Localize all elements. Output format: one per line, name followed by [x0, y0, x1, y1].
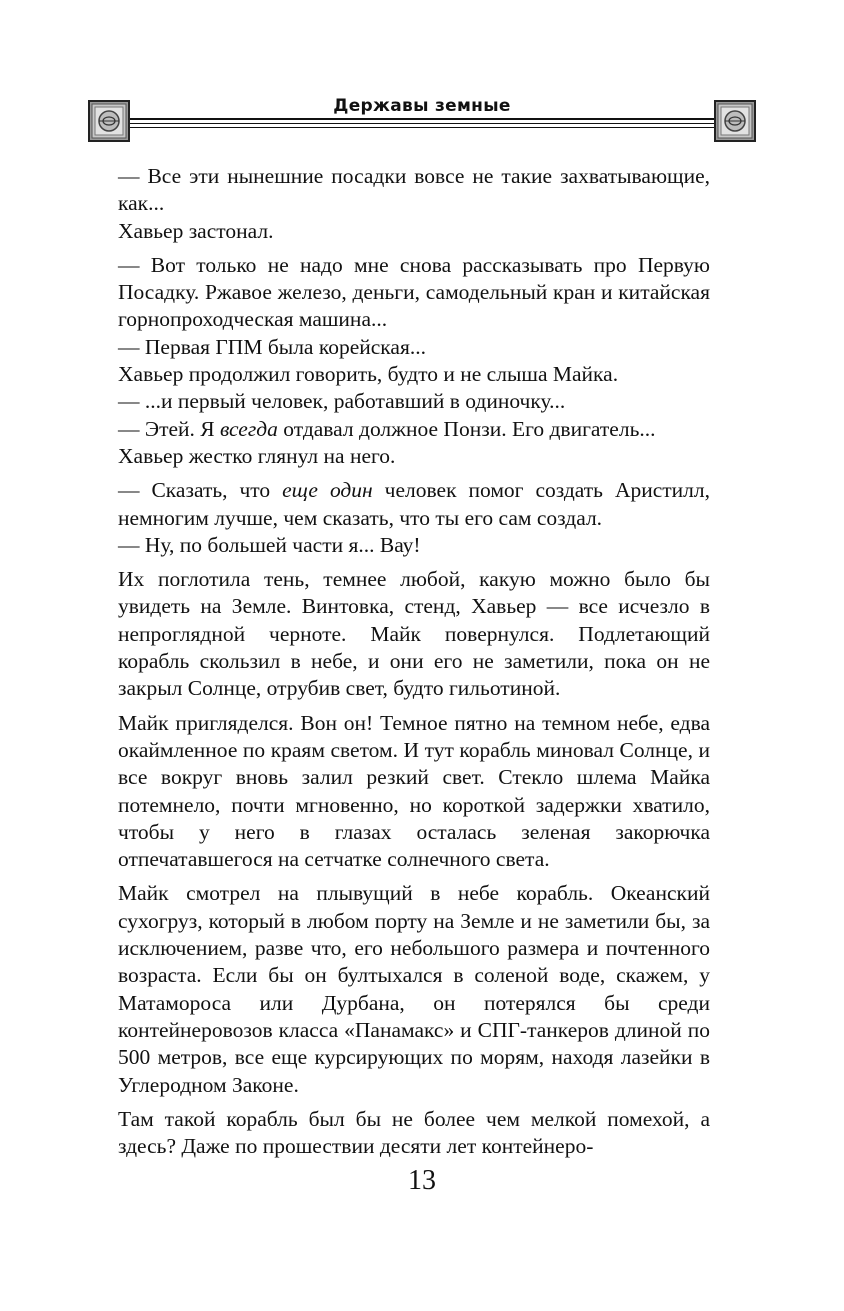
paragraph: — Сказать, что еще один человек помог создать Аристилл, немногим лучше, чем сказать, что ты его сам создал.	[118, 478, 711, 530]
paragraph: Хавьер жестко глянул на него.	[118, 443, 396, 468]
page-number: 13	[408, 1165, 436, 1196]
paragraph: — Все эти нынешние посадки вовсе не такие захватывающие, как...	[118, 164, 710, 216]
paragraph: Майк смотрел на плывущий в небе корабль. Океанский сухогруз, который в любом порту на Земле и не заметили бы, за исключением, разве что, его небольшого размера и почтенного возраста. Если бы он бултыхался в соленой воде, скажем, у Матамороса или Дурбана, он потерялся бы среди контейнеровозов класса «Панамакс» и СПГ-танкеров длиной по 500 метров, все еще курсирующих по морям, находя лазейки в Углеродном Законе.	[118, 881, 710, 1097]
header-rule	[128, 127, 716, 128]
emphasis: еще один	[282, 478, 373, 503]
emphasis: всегда	[219, 416, 278, 441]
paragraph: — Вот только не надо мне снова рассказывать про Первую Посадку. Ржавое железо, деньги, самодельный кран и китайская горнопроходческая машина...	[118, 252, 710, 332]
paragraph: Майк пригляделся. Вон он! Темное пятно на темном небе, едва окаймленное по краям светом. И тут корабль миновал Солнце, и все вокруг вновь залил резкий свет. Стекло шлема Майка потемнело, почти мгновенно, но короткой задержки хватило, чтобы у него в глазах осталась зеленая закорючка отпечатавшегося на сетчатке солнечного света.	[118, 710, 710, 872]
body-text	[118, 163, 710, 1160]
header-rule	[128, 118, 716, 120]
header-rule	[128, 123, 716, 124]
emblem-right-icon	[714, 100, 756, 142]
paragraph: Там такой корабль был бы не более чем мелкой помехой, а здесь? Даже по прошествии десяти лет контейнеро-	[118, 1106, 710, 1159]
paragraph: Их поглотила тень, темнее любой, какую можно было бы увидеть на Земле. Винтовка, стенд, Хавьер — все исчезло в непроглядной черноте. Майк повернулся. Подлетающий корабль скользил в небе, и они его не заметили, пока он не закрыл Солнце, отрубив свет, будто гильотиной.	[118, 567, 710, 701]
header-title: Державы земные	[88, 96, 756, 116]
paragraph: — Первая ГПМ была корейская...	[118, 334, 426, 359]
paragraph: — Ну, по большей части я... Вау!	[118, 532, 421, 557]
paragraph: Хавьер продолжил говорить, будто и не слыша Майка.	[118, 362, 619, 387]
emblem-left-icon	[88, 100, 130, 142]
paragraph: — ...и первый человек, работавший в одиночку...	[118, 389, 566, 414]
paragraph: — Этей. Я всегда отдавал должное Понзи. Его двигатель...	[118, 416, 656, 441]
paragraph: Хавьер застонал.	[118, 218, 274, 243]
running-header	[88, 96, 756, 148]
